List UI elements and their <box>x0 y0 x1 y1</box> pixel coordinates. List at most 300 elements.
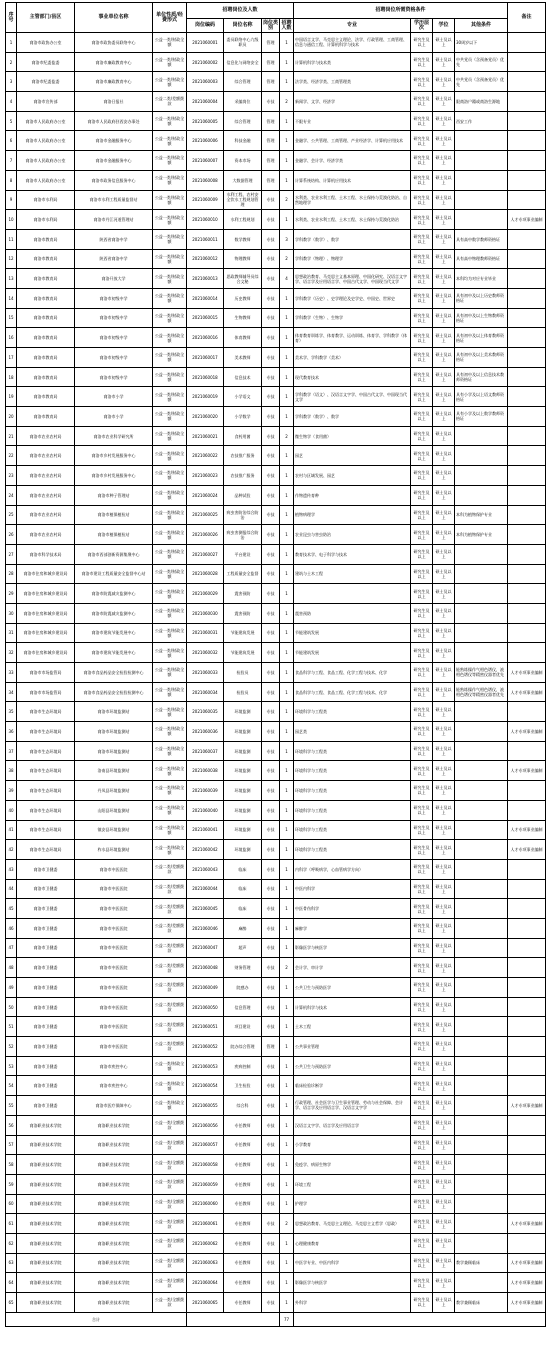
cell-unit: 商洛市防震减灾监测中心 <box>75 603 153 623</box>
cell-nature: 公益一类/财政全额 <box>153 741 187 761</box>
cell-education: 研究生及以上 <box>411 722 433 742</box>
cell-remark: 人才专项事业编制 <box>508 1273 546 1293</box>
cell-post-name: 节能建筑发展 <box>224 643 262 663</box>
cell-nature: 公益一类/财政全额 <box>153 564 187 584</box>
cell-education: 研究生及以上 <box>411 1017 433 1037</box>
cell-unit: 商洛市植保植检站 <box>75 505 153 525</box>
cell-post-code: 2021060058 <box>187 1155 224 1175</box>
cell-nature: 公益二类/差额拨款 <box>153 978 187 998</box>
cell-education: 研究生及以上 <box>411 800 433 820</box>
cell-remark <box>508 288 546 308</box>
cell-count: 1 <box>280 407 294 427</box>
cell-seq: 23 <box>6 466 17 486</box>
cell-post-type: 专技 <box>262 466 280 486</box>
cell-nature: 公益一类/全额拨款 <box>153 1115 187 1135</box>
cell-seq: 45 <box>6 899 17 919</box>
cell-seq: 44 <box>6 879 17 899</box>
cell-count: 1 <box>280 446 294 466</box>
cell-seq: 21 <box>6 426 17 446</box>
table-row <box>6 1037 546 1057</box>
cell-dept: 商洛市农业农村局 <box>17 466 75 486</box>
cell-post-type: 专技 <box>262 899 280 919</box>
cell-degree: 硕士及以上 <box>433 840 455 860</box>
cell-major: 环境科学与工程类 <box>294 840 411 860</box>
cell-post-type: 专技 <box>262 229 280 249</box>
cell-degree: 硕士及以上 <box>433 800 455 820</box>
cell-remark <box>508 1037 546 1057</box>
cell-education: 研究生及以上 <box>411 525 433 545</box>
cell-dept: 商洛市水利局 <box>17 210 75 230</box>
cell-degree: 硕士及以上 <box>433 1273 455 1293</box>
cell-major: 不限专业 <box>294 111 411 131</box>
cell-nature: 公益一类/财政全额 <box>153 210 187 230</box>
cell-other <box>455 918 508 938</box>
cell-dept: 商洛市卫健委 <box>17 918 75 938</box>
table-row <box>6 1253 546 1273</box>
cell-degree: 硕士及以上 <box>433 387 455 407</box>
cell-remark <box>508 800 546 820</box>
header-post-name: 岗位名称 <box>224 19 262 33</box>
cell-post-name: 超声 <box>224 938 262 958</box>
cell-post-name: 品种试验 <box>224 485 262 505</box>
cell-post-type: 管理 <box>262 33 280 53</box>
cell-nature: 公益一类/财政全额 <box>153 643 187 663</box>
cell-remark <box>508 1174 546 1194</box>
cell-remark: 人才专项事业编制 <box>508 210 546 230</box>
cell-degree: 硕士及以上 <box>433 1096 455 1116</box>
cell-other <box>455 1214 508 1234</box>
cell-unit: 商洛市中医医院 <box>75 1017 153 1037</box>
table-row <box>6 603 546 623</box>
cell-seq: 28 <box>6 564 17 584</box>
cell-count: 1 <box>280 840 294 860</box>
table-row <box>6 623 546 643</box>
cell-post-name: 院办综合管理 <box>224 1037 262 1057</box>
cell-post-type: 专技 <box>262 840 280 860</box>
cell-post-code: 2021060019 <box>187 387 224 407</box>
cell-seq: 50 <box>6 997 17 1017</box>
cell-degree: 硕士及以上 <box>433 899 455 919</box>
cell-remark <box>508 269 546 289</box>
table-row <box>6 387 546 407</box>
table-row <box>6 111 546 131</box>
cell-unit: 商洛日报社 <box>75 92 153 112</box>
cell-count: 1 <box>280 505 294 525</box>
cell-remark <box>508 249 546 269</box>
cell-education: 研究生及以上 <box>411 92 433 112</box>
cell-other <box>455 800 508 820</box>
cell-count: 4 <box>280 269 294 289</box>
cell-dept: 商洛市卫健委 <box>17 997 75 1017</box>
cell-post-name: 工程质量安全监督 <box>224 564 262 584</box>
cell-post-code: 2021060042 <box>187 840 224 860</box>
cell-count: 1 <box>280 308 294 328</box>
cell-count: 1 <box>280 1096 294 1116</box>
cell-post-code: 2021060012 <box>187 249 224 269</box>
cell-count: 2 <box>280 249 294 269</box>
cell-post-type: 专技 <box>262 1194 280 1214</box>
cell-nature: 公益一类/全额拨款 <box>153 1135 187 1155</box>
cell-education: 研究生及以上 <box>411 1293 433 1313</box>
cell-other: 能熟练操作气相色谱仪，液相色谱仪等精密仪器者优先 <box>455 682 508 702</box>
cell-nature: 公益二类/差额拨款 <box>153 918 187 938</box>
cell-post-code: 2021060043 <box>187 859 224 879</box>
table-row <box>6 564 546 584</box>
table-row <box>6 1135 546 1155</box>
cell-seq: 30 <box>6 603 17 623</box>
cell-degree: 硕士及以上 <box>433 781 455 801</box>
cell-nature: 公益二类/差额拨款 <box>153 899 187 919</box>
cell-count: 3 <box>280 229 294 249</box>
cell-post-type: 专技 <box>262 249 280 269</box>
cell-nature: 公益二类/差额拨款 <box>153 879 187 899</box>
cell-post-name: 麻醉 <box>224 918 262 938</box>
cell-unit: 商洛市廉政教育中心 <box>75 52 153 72</box>
cell-seq: 59 <box>6 1174 17 1194</box>
cell-major: 环境科学与工程类 <box>294 741 411 761</box>
cell-count: 1 <box>280 1233 294 1253</box>
cell-education: 研究生及以上 <box>411 52 433 72</box>
cell-other <box>455 564 508 584</box>
cell-dept: 商洛市生态环境局 <box>17 820 75 840</box>
cell-dept: 商洛市卫健委 <box>17 899 75 919</box>
cell-post-name: 震害预防 <box>224 603 262 623</box>
cell-seq: 8 <box>6 170 17 190</box>
cell-major: 思想政治教育、马克思主义基本原理、中国化研究、汉语言文字学、语言学及应用语言学、中国古代文学、中国现当代文学 <box>294 269 411 289</box>
cell-other <box>455 899 508 919</box>
cell-major: 学科教学（生物）、生物学 <box>294 308 411 328</box>
cell-nature: 公益一类/全额拨款 <box>153 1214 187 1234</box>
cell-nature: 公益一类/财政全额 <box>153 426 187 446</box>
cell-post-type: 专技 <box>262 505 280 525</box>
cell-major: 内科学（呼吸病学，心血管病学方向） <box>294 859 411 879</box>
cell-post-type: 专技 <box>262 328 280 348</box>
cell-nature: 公益一类/财政全额 <box>153 288 187 308</box>
cell-other <box>455 151 508 171</box>
cell-post-name: 财务管理 <box>224 958 262 978</box>
cell-other <box>455 1135 508 1155</box>
cell-unit: 商洛市中医医院 <box>75 958 153 978</box>
table-row <box>6 426 546 446</box>
cell-post-type: 专技 <box>262 722 280 742</box>
cell-post-name: 临床 <box>224 879 262 899</box>
cell-count: 1 <box>280 210 294 230</box>
cell-remark <box>508 544 546 564</box>
cell-other <box>455 1233 508 1253</box>
cell-degree: 硕士及以上 <box>433 1214 455 1234</box>
cell-post-code: 2021060051 <box>187 1017 224 1037</box>
cell-unit: 商洛市西部创新资源集聚中心 <box>75 544 153 564</box>
cell-post-code: 2021060052 <box>187 1037 224 1057</box>
cell-unit: 商洛市廉政教育中心 <box>75 72 153 92</box>
cell-other <box>455 1037 508 1057</box>
cell-post-code: 2021060036 <box>187 722 224 742</box>
cell-post-type: 专技 <box>262 1293 280 1313</box>
table-row <box>6 1233 546 1253</box>
cell-dept: 商洛市生态环境局 <box>17 840 75 860</box>
table-row <box>6 663 546 683</box>
cell-degree: 硕士及以上 <box>433 525 455 545</box>
cell-education: 研究生及以上 <box>411 1155 433 1175</box>
cell-unit: 商洛市乡村发展服务中心 <box>75 446 153 466</box>
cell-nature: 公益一类/财政全额 <box>153 525 187 545</box>
table-row <box>6 72 546 92</box>
header-degree: 学位 <box>433 19 455 33</box>
table-row <box>6 781 546 801</box>
cell-major: 中医骨伤科学 <box>294 899 411 919</box>
cell-dept: 商洛市卫健委 <box>17 938 75 958</box>
table-row <box>6 1017 546 1037</box>
cell-nature: 公益二类/差额拨款 <box>153 1017 187 1037</box>
cell-dept: 商洛市教育局 <box>17 407 75 427</box>
cell-post-name: 综合管理 <box>224 72 262 92</box>
cell-post-name: 环境监测 <box>224 722 262 742</box>
cell-count: 1 <box>280 1293 294 1313</box>
cell-remark: 人才专项事业编制 <box>508 1214 546 1234</box>
cell-nature: 公益二类/差额拨款 <box>153 958 187 978</box>
cell-post-type: 专技 <box>262 702 280 722</box>
cell-remark <box>508 859 546 879</box>
cell-remark <box>508 1076 546 1096</box>
cell-count: 1 <box>280 1076 294 1096</box>
cell-other: 具有高中数学教师资格证 <box>455 229 508 249</box>
cell-major: 震害预防 <box>294 603 411 623</box>
cell-degree: 硕士及以上 <box>433 348 455 368</box>
cell-dept: 商洛市市场监管局 <box>17 663 75 683</box>
cell-other: 具有小学及以上语文教师资格证 <box>455 387 508 407</box>
cell-unit: 商洛市政务信息服务中心 <box>75 170 153 190</box>
cell-post-name: 震害预防 <box>224 584 262 604</box>
cell-dept: 商洛职业技术学院 <box>17 1174 75 1194</box>
cell-post-name: 采编岗位 <box>224 92 262 112</box>
cell-dept: 商洛市卫健委 <box>17 1056 75 1076</box>
cell-major: 园艺 <box>294 446 411 466</box>
cell-count: 1 <box>280 978 294 998</box>
cell-education: 研究生及以上 <box>411 603 433 623</box>
cell-post-name: 专任教师 <box>224 1273 262 1293</box>
table-row <box>6 544 546 564</box>
cell-major: 农业昆虫与害虫防治 <box>294 525 411 545</box>
cell-other <box>455 761 508 781</box>
cell-other: 教学兼顾临床 <box>455 1293 508 1313</box>
cell-unit: 商洛职业技术学院 <box>75 1293 153 1313</box>
cell-post-code: 2021060018 <box>187 367 224 387</box>
cell-remark <box>508 702 546 722</box>
cell-post-code: 2021060030 <box>187 603 224 623</box>
cell-post-name: 物理教师 <box>224 249 262 269</box>
table-row <box>6 288 546 308</box>
table-row <box>6 938 546 958</box>
header-post-group: 招聘岗位及人数 <box>187 3 294 19</box>
cell-remark <box>508 229 546 249</box>
cell-education: 研究生及以上 <box>411 308 433 328</box>
header-dept: 主管部门/县区 <box>17 3 75 33</box>
cell-post-type: 管理 <box>262 1037 280 1057</box>
cell-seq: 6 <box>6 131 17 151</box>
cell-degree: 硕士及以上 <box>433 1115 455 1135</box>
cell-count: 1 <box>280 761 294 781</box>
cell-other: 具有高中物理教师资格证 <box>455 249 508 269</box>
cell-post-code: 2021060041 <box>187 820 224 840</box>
cell-post-code: 2021060023 <box>187 466 224 486</box>
cell-post-code: 2021060064 <box>187 1273 224 1293</box>
cell-degree: 硕士及以上 <box>433 958 455 978</box>
cell-major: 环境工程 <box>294 1174 411 1194</box>
cell-major: 体育教育训练学、体育教学、运动训练、体育学、学科教学（体育） <box>294 328 411 348</box>
cell-degree: 硕士及以上 <box>433 978 455 998</box>
cell-count: 1 <box>280 170 294 190</box>
cell-major: 金融学、会计学、经济学类 <box>294 151 411 171</box>
cell-dept: 商洛职业技术学院 <box>17 1293 75 1313</box>
table-row <box>6 800 546 820</box>
cell-nature: 公益一类/财政全额 <box>153 663 187 683</box>
cell-seq: 46 <box>6 918 17 938</box>
cell-post-type: 专技 <box>262 781 280 801</box>
cell-degree: 硕士及以上 <box>433 288 455 308</box>
cell-count: 1 <box>280 348 294 368</box>
cell-major: 公共卫生与预防医学 <box>294 1056 411 1076</box>
cell-dept: 商洛市生态环境局 <box>17 800 75 820</box>
cell-major: 计算系统结构、计算机应用技术 <box>294 170 411 190</box>
cell-seq: 31 <box>6 623 17 643</box>
cell-post-type: 专技 <box>262 269 280 289</box>
cell-post-name: 环境监测 <box>224 820 262 840</box>
cell-seq: 41 <box>6 820 17 840</box>
cell-post-type: 专技 <box>262 1056 280 1076</box>
cell-education: 研究生及以上 <box>411 367 433 387</box>
cell-degree: 硕士及以上 <box>433 92 455 112</box>
cell-count: 1 <box>280 643 294 663</box>
cell-nature: 公益一类/财政全额 <box>153 1076 187 1096</box>
cell-dept: 商洛市人民政府办公室 <box>17 170 75 190</box>
table-row <box>6 859 546 879</box>
cell-post-code: 2021060006 <box>187 131 224 151</box>
cell-post-code: 2021060057 <box>187 1135 224 1155</box>
cell-unit: 商洛市医疗保障中心 <box>75 1096 153 1116</box>
cell-major: 汉语言文字学、语言学及应用语言学 <box>294 1115 411 1135</box>
cell-education: 研究生及以上 <box>411 33 433 53</box>
cell-post-name: 综合科 <box>224 1096 262 1116</box>
cell-other: 西安工作 <box>455 111 508 131</box>
cell-education: 研究生及以上 <box>411 978 433 998</box>
cell-remark <box>508 190 546 210</box>
cell-remark <box>508 348 546 368</box>
cell-dept: 商洛市纪委监委 <box>17 72 75 92</box>
cell-post-type: 专技 <box>262 859 280 879</box>
cell-nature: 公益一类/财政全额 <box>153 229 187 249</box>
table-row <box>6 407 546 427</box>
cell-count: 1 <box>280 544 294 564</box>
cell-major: 环境科学与工程类 <box>294 820 411 840</box>
cell-remark <box>508 1194 546 1214</box>
cell-degree: 硕士及以上 <box>433 210 455 230</box>
cell-nature: 公益一类/财政全额 <box>153 328 187 348</box>
cell-major: 土木工程 <box>294 1017 411 1037</box>
cell-post-name: 平台建设 <box>224 544 262 564</box>
cell-education: 研究生及以上 <box>411 958 433 978</box>
cell-major: 中医学专业、中医内科学 <box>294 1253 411 1273</box>
cell-post-name: 环境监测 <box>224 741 262 761</box>
cell-unit: 商洛市初级中学 <box>75 288 153 308</box>
cell-seq: 39 <box>6 781 17 801</box>
cell-seq: 20 <box>6 407 17 427</box>
cell-post-type: 专技 <box>262 958 280 978</box>
cell-education: 研究生及以上 <box>411 1214 433 1234</box>
cell-major: 建筑与土木工程 <box>294 564 411 584</box>
cell-post-name: 专任教师 <box>224 1293 262 1313</box>
cell-degree: 硕士及以上 <box>433 820 455 840</box>
cell-other <box>455 1194 508 1214</box>
cell-other <box>455 879 508 899</box>
cell-nature: 公益一类/财政全额 <box>153 52 187 72</box>
cell-major: 植物病理学 <box>294 505 411 525</box>
cell-other <box>455 722 508 742</box>
cell-remark <box>508 131 546 151</box>
cell-count: 1 <box>280 781 294 801</box>
cell-unit: 商洛市金融服务中心 <box>75 131 153 151</box>
cell-count: 1 <box>280 525 294 545</box>
cell-unit: 商洛市农业科学研究所 <box>75 426 153 446</box>
cell-education: 研究生及以上 <box>411 348 433 368</box>
cell-seq: 14 <box>6 288 17 308</box>
cell-post-name: 病虫害测报综合防治 <box>224 525 262 545</box>
cell-dept: 商洛市宣传部 <box>17 92 75 112</box>
cell-degree: 硕士及以上 <box>433 997 455 1017</box>
cell-major: 美术学、学科教学（美术） <box>294 348 411 368</box>
cell-other: 中共党员（含预备党员）优先 <box>455 72 508 92</box>
cell-nature: 公益一类/全额拨款 <box>153 1253 187 1273</box>
cell-education: 研究生及以上 <box>411 288 433 308</box>
cell-nature: 公益一类/财政全额 <box>153 190 187 210</box>
cell-post-code: 2021060046 <box>187 918 224 938</box>
cell-unit: 商洛市环境监测站 <box>75 722 153 742</box>
cell-degree: 硕士及以上 <box>433 1017 455 1037</box>
cell-count: 1 <box>280 859 294 879</box>
cell-nature: 公益一类/财政全额 <box>153 308 187 328</box>
cell-post-name: 环境监测 <box>224 761 262 781</box>
table-body <box>6 33 546 1313</box>
cell-degree: 硕士及以上 <box>433 938 455 958</box>
cell-seq: 16 <box>6 328 17 348</box>
cell-education: 研究生及以上 <box>411 485 433 505</box>
table-row <box>6 328 546 348</box>
cell-remark <box>508 367 546 387</box>
cell-post-name: 综合管理 <box>224 111 262 131</box>
header-condition-group: 招聘岗位所需资格条件 <box>294 3 508 19</box>
cell-unit: 商洛市食品药品安全检验检测中心 <box>75 663 153 683</box>
cell-major: 学科教学（语文）、汉语言文字学、中国古代文学、中国现当代文学 <box>294 387 411 407</box>
cell-major: 水利类、农业水利工程、土木工程、水土保持与荒漠化防治、自然地理学 <box>294 190 411 210</box>
cell-dept: 商洛市卫健委 <box>17 879 75 899</box>
cell-post-code: 2021060049 <box>187 978 224 998</box>
cell-post-type: 专技 <box>262 1017 280 1037</box>
cell-post-type: 专技 <box>262 1214 280 1234</box>
cell-major: 环境科学与工程类 <box>294 800 411 820</box>
cell-post-name: 专任教师 <box>224 1115 262 1135</box>
cell-post-code: 2021060047 <box>187 938 224 958</box>
cell-unit: 山阳县环境监测站 <box>75 800 153 820</box>
cell-seq: 26 <box>6 525 17 545</box>
cell-remark <box>508 446 546 466</box>
cell-degree: 硕士及以上 <box>433 879 455 899</box>
header-unit: 事业单位名称 <box>75 3 153 33</box>
cell-degree: 硕士及以上 <box>433 663 455 683</box>
cell-post-type: 专技 <box>262 623 280 643</box>
cell-post-type: 专技 <box>262 918 280 938</box>
cell-post-name: 体育教师 <box>224 328 262 348</box>
cell-other: 教学兼顾临床 <box>455 1253 508 1273</box>
cell-other <box>455 958 508 978</box>
